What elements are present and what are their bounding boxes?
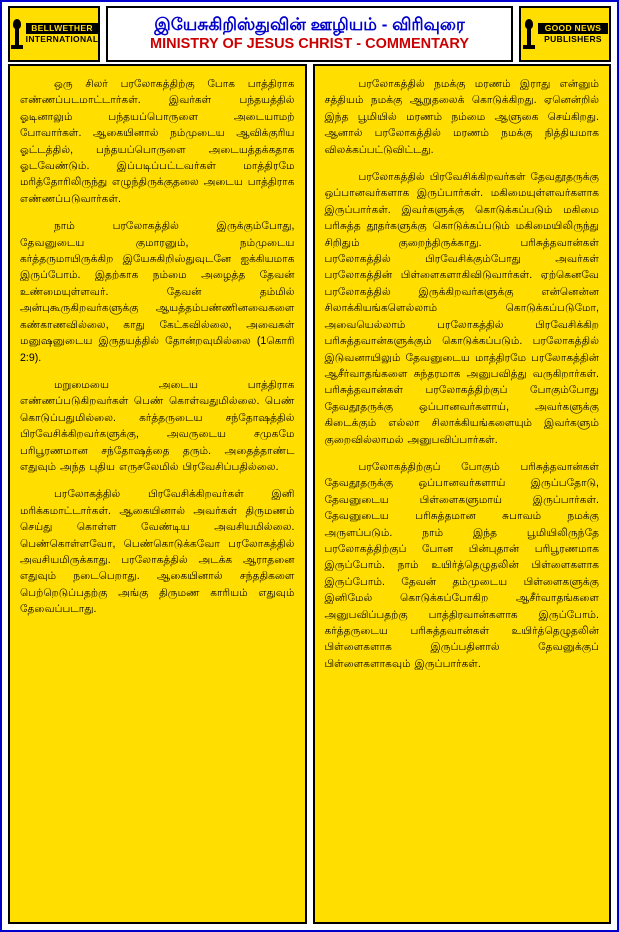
logo-inner-right	[522, 19, 608, 49]
document-body	[8, 64, 611, 924]
paragraph: மறுமையை அடைய பாத்திராக எண்ணப்படுகிறவர்கள் பெண் கொள்வதுமில்லை. பெண் கொடுப்பதுமில்லை. கர்த்தருடைய சந்தோஷத்தில் பிரவேசிக்கிறவர்களுக்கு, அவருடைய சமுகமே பரிபூரணமான சந்தோஷத்தை தரும். அதைத்தாண்ட எதுவும் அந்த புதிய எருசலேமில் பிரவேசிப்பதில்லை.	[20, 378, 295, 473]
logo-line-1: BELLWETHER	[26, 23, 99, 34]
logo-line-1: GOOD NEWS	[538, 23, 608, 34]
paragraph: பரலோகத்தில் பிரவேசிக்கிறவர்கள் தேவதூதருக்கு ஒப்பானவர்களாக இருப்பார்கள். மகிமையுள்ளவர்களாக இருப்பார்கள். இவர்களுக்கு கொடுக்கப்படும் மகிமை பரிசுத்த தூதர்களுக்கு கொடுக்கப்படும் மகிமையிலிருந்து சிறிதும் குறைந்திருக்காது. பரிசுத்தவான்கள் பரலோகத்தில் பிரவேசிக்கும்போது அவர்கள் பரலோகத்தின் பிள்ளைகளாகிவிடுவார்கள். ஏற்கெனவே பரலோகத்தில் இருக்கிறவர்களுக்கு என்னென்ன சிலாக்கியங்களெல்லாம் கொடுக்கப்படுமோ, அவையெல்லாம் பரலோகத்தில் பிரவேசிக்கிற பரிசுத்தவான்களுக்கும் கொடுக்கப்படும். பரலோகத்தில் இடுவனாயிலும் தேவனுடைய மாத்திரமே பரலோகத்தின் ஆசீர்வாதங்களை சுந்தரமாக அனுபவித்து வருகிறார்கள். பரிசுத்தவான்கள் பரலோகத்திற்குப் போகும்போது தேவதூதருக்கு ஒப்பானவர்களாய், அவர்களுக்கு கிடைக்கும் எல்லா சிலாக்கியங்களையும் இவர்களும் குறைவில்லாமல் அனுபவிப்பார்கள்.	[324, 171, 599, 446]
logo-inner-left	[11, 19, 97, 49]
logo-line-2: PUBLISHERS	[538, 34, 608, 45]
paragraph: பரலோகத்தில் பிரவேசிக்கிறவர்கள் இனி மரிக்கமாட்டார்கள். ஆகையினால் அவர்கள் திருமணம் செய்து கொள்ள வேண்டிய அவசியமில்லை. பெண்கொள்ளவோ, பெண்கொடுக்கவோ பரலோகத்தில் அவசியமிருக்காது. பரலோகத்தில் அடக்க ஆராதனை எதுவும் நடைபெறாது. ஆகையினால் சந்ததிகளை பெற்றெடுப்பதற்கு அங்கு திருமண காரியம் எதுவும் தேவைப்படாது.	[20, 488, 295, 616]
torch-icon	[10, 19, 24, 49]
page-title	[106, 6, 513, 62]
paragraph: நாம் பரலோகத்தில் இருக்கும்போது, தேவனுடைய குமாரனும், நம்முடைய கர்த்தருமாயிருக்கிற இயேசுகிறிஸ்துவுடனே ஐக்கியமாக இருப்போம். இதற்காக நம்மை அழைத்த தேவன் உண்மையுள்ளவர். தேவன் தம்மில் அன்புகூருகிறவர்களுக்கு ஆயத்தம்பண்ணினவைகளை கண்காணவில்லை, காது கேட்கவில்லை, அவைகள் மனுஷனுடைய இருதயத்தில் தோன்றவுமில்லை (1கொரி 2:9).	[20, 220, 295, 364]
document-header	[2, 2, 617, 64]
bellwether-international-logo	[8, 6, 100, 62]
paragraph: ஒரு சிலர் பரலோகத்திற்கு போக பாத்திராக எண்ணப்படமாட்டார்கள். இவர்கள் பந்தயத்தில் ஓடினாலும் பந்தயப்பொருளை அடையாமற் போவார்கள். ஆகையினால் நம்முடைய ஆவிக்குரிய ஓட்டத்தில், பந்தயப்பொருளை அடையத்தக்கதாக ஓடவேண்டும். இப்படிப்பட்டவர்கள் மாத்திரமே மரித்தோரிலிருந்து எழுந்திருக்குதலை அடைய பாத்திராக எண்ணப்படுவார்கள்.	[20, 78, 295, 205]
left-column	[8, 64, 307, 924]
paragraph: பரலோகத்திற்குப் போகும் பரிசுத்தவான்கள் தேவதூதருக்கு ஒப்பானவர்களாய் இருப்பதோடு, தேவனுடைய பிள்ளைகளுமாய் இருப்பார்கள். தேவனுடைய பரிசுத்தமான சுபாவம் நமக்கு அருளப்படும். நாம் இந்த பூமியிலிருந்தே பரலோகத்திற்குப் போன பின்புதான் பரிபூரணமாக இருப்போம். நாம் உயிர்த்தெழுதலின் பிள்ளைகளாக இருப்போம். தேவன் தம்முடைய பிள்ளைகளுக்கு இனிமேல் கொடுக்கப்போகிற ஆசீர்வாதங்களை அனுபவிப்பதற்கு பாத்திரவான்களாக இருப்போம். கர்த்தருடைய பரிசுத்தவான்கள் உயிர்த்தெழுதலின் பிள்ளைகளாக இருப்பதினால் தேவனுக்குப் பிள்ளைகளாகவும் இருப்பார்கள்.	[324, 460, 599, 670]
logo-line-2: INTERNATIONAL	[25, 34, 99, 44]
paragraph: பரலோகத்தில் நமக்கு மரணம் இராது என்னும் சத்தியம் நமக்கு ஆறுதலைக் கொடுக்கிறது. ஏனென்றில் இந்த பூமியில் மரணம் நம்மை ஆளுகை செய்கிறது. ஆனால் பரலோகத்தில் மரணம் நமக்கு நித்தியமாக விலக்கப்பட்டுவிட்டது.	[324, 78, 599, 156]
torch-icon	[522, 19, 536, 49]
good-news-publishers-logo	[519, 6, 611, 62]
right-column	[313, 64, 612, 924]
page-title-tamil: இயேசுகிறிஸ்துவின் ஊழியம் - விரிவுரை	[154, 15, 465, 34]
page-title-english: MINISTRY OF JESUS CHRIST - COMMENTARY	[149, 36, 469, 52]
